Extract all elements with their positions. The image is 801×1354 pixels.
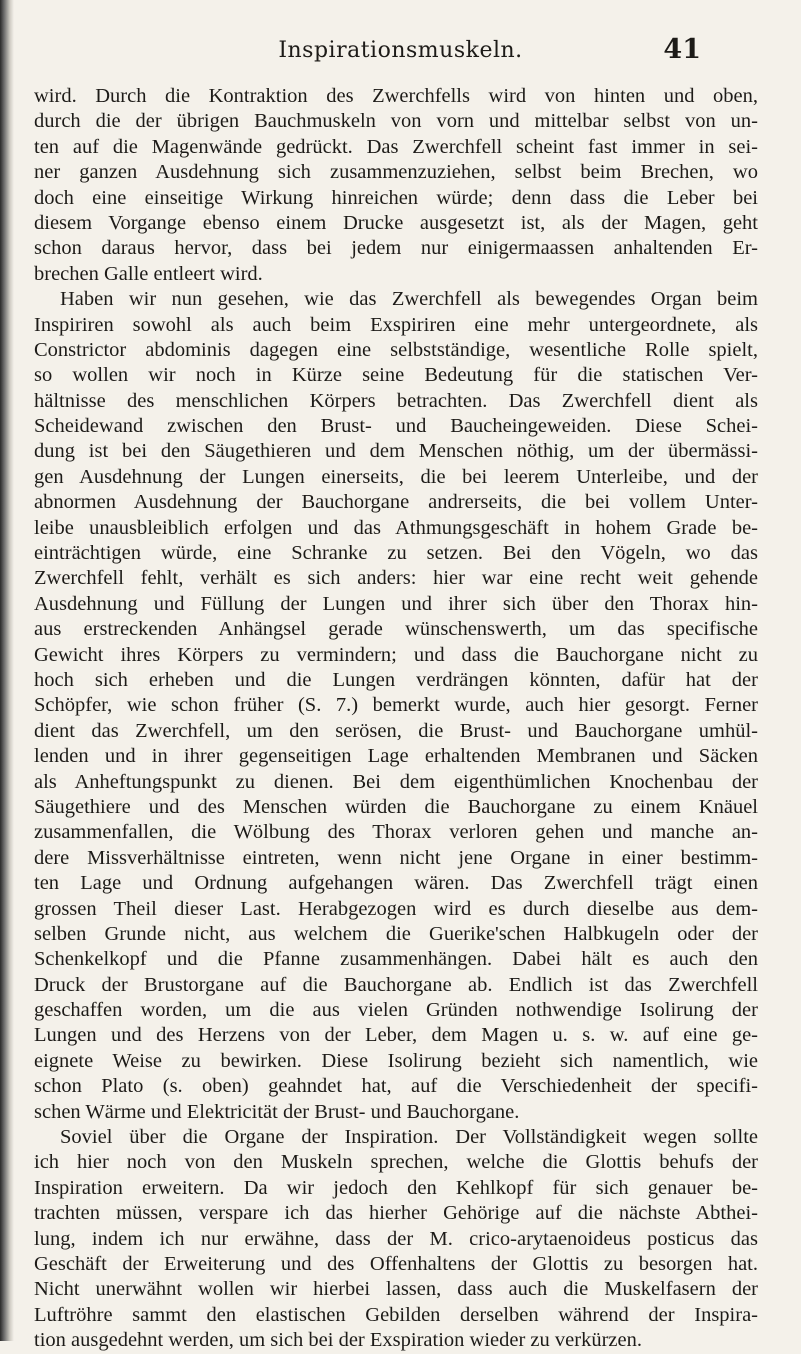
page-number: 41 xyxy=(663,34,701,65)
text-line: trachten müssen, verspare ich das hierher Gehörige auf die nächste Abthei- xyxy=(34,1202,758,1225)
text-line: Nicht unerwähnt wollen wir hierbei lassen, dass auch die Muskelfasern der xyxy=(34,1278,758,1301)
text-line: Geschäft der Erweiterung und des Offenhaltens der Glottis zu besorgen hat. xyxy=(34,1252,758,1275)
page-binding-shadow xyxy=(0,0,14,1341)
text-line: grossen Theil dieser Last. Herabgezogen wird es durch dieselbe aus dem- xyxy=(34,897,758,920)
text-line: hältnisse des menschlichen Körpers betrachten. Das Zwerchfell dient als xyxy=(34,389,758,412)
text-line: Haben wir nun gesehen, wie das Zwerchfell als bewegendes Organ beim xyxy=(60,288,758,311)
text-line: Scheidewand zwischen den Brust- und Baucheingeweiden. Diese Schei- xyxy=(34,415,758,438)
text-line: selben Grunde nicht, aus welchem die Guerike'schen Halbkugeln oder der xyxy=(34,922,758,945)
text-line: Säugethiere und des Menschen würden die Bauchorgane zu einem Knäuel xyxy=(34,795,758,818)
text-line: hoch sich erheben und die Lungen verdrängen könnten, dafür hat der xyxy=(34,668,758,691)
text-line: zusammenfallen, die Wölbung des Thorax verloren gehen und manche an- xyxy=(34,821,758,844)
text-line: dient das Zwerchfell, um den serösen, die Brust- und Bauchorgane umhül- xyxy=(34,719,758,742)
text-line: Luftröhre sammt den elastischen Gebilden derselben während der Inspira- xyxy=(34,1303,758,1326)
text-line: ten Lage und Ordnung aufgehangen wären. Das Zwerchfell trägt einen xyxy=(34,872,758,895)
text-line: schon daraus hervor, dass bei jedem nur einigermaassen anhaltenden Er- xyxy=(34,237,758,260)
text-line: schon Plato (s. oben) geahndet hat, auf die Verschiedenheit der specifi- xyxy=(34,1075,758,1098)
text-line: leibe unausbleiblich erfolgen und das Athmungsgeschäft in hohem Grade be- xyxy=(34,516,758,539)
text-line: Druck der Brustorgane auf die Bauchorgane ab. Endlich ist das Zwerchfell xyxy=(34,973,758,996)
text-line: eignete Weise zu bewirken. Diese Isolirung bezieht sich namentlich, wie xyxy=(34,1049,758,1072)
text-line: dung ist bei den Säugethieren und dem Menschen nöthig, um der übermässi- xyxy=(34,440,758,463)
text-line: tion ausgedehnt werden, um sich bei der Exspiration wieder zu verkürzen. xyxy=(34,1329,642,1352)
text-line: ich hier noch von den Muskeln sprechen, welche die Glottis behufs der xyxy=(34,1151,758,1174)
text-line: Inspiration erweitern. Da wir jedoch den Kehlkopf für sich genauer be- xyxy=(34,1176,758,1199)
text-line: Gewicht ihres Körpers zu vermindern; und dass die Bauchorgane nicht zu xyxy=(34,643,758,666)
text-line: einträchtigen würde, eine Schranke zu setzen. Bei den Vögeln, wo das xyxy=(34,542,758,565)
text-line: Constrictor abdominis dagegen eine selbstständige, wesentliche Rolle spielt, xyxy=(34,338,758,361)
running-title: Inspirationsmuskeln. xyxy=(278,38,523,63)
text-line: schen Wärme und Elektricität der Brust- und Bauchorgane. xyxy=(34,1100,520,1123)
text-line: Zwerchfell fehlt, verhält es sich anders: hier war eine recht weit gehende xyxy=(34,567,758,590)
text-line: ner ganzen Ausdehnung sich zusammenzuziehen, selbst beim Brechen, wo xyxy=(34,161,758,184)
text-line: lenden und in ihrer gegenseitigen Lage erhaltenden Membranen und Säcken xyxy=(34,745,758,768)
text-line: durch die der übrigen Bauchmuskeln von vorn und mittelbar selbst von un- xyxy=(34,110,758,133)
text-line: Schenkelkopf und die Pfanne zusammenhängen. Dabei hält es auch den xyxy=(34,948,758,971)
text-line: Soviel über die Organe der Inspiration. Der Vollständigkeit wegen sollte xyxy=(60,1126,758,1149)
page-header xyxy=(0,34,801,74)
text-line: brechen Galle entleert wird. xyxy=(34,262,263,285)
body-text xyxy=(34,84,758,1354)
text-line: dere Missverhältnisse eintreten, wenn nicht jene Organe in einer bestimm- xyxy=(34,846,758,869)
text-line: aus erstreckenden Anhängsel gerade wünschenswerth, um das specifische xyxy=(34,618,758,641)
text-line: lung, indem ich nur erwähne, dass der M. crico-arytaenoideus posticus das xyxy=(34,1227,758,1250)
text-line: doch eine einseitige Wirkung hinreichen würde; denn dass die Leber bei xyxy=(34,186,758,209)
text-line: gen Ausdehnung der Lungen einerseits, die bei leerem Unterleibe, und der xyxy=(34,465,758,488)
text-line: geschaffen worden, um die aus vielen Gründen nothwendige Isolirung der xyxy=(34,999,758,1022)
text-line: wird. Durch die Kontraktion des Zwerchfells wird von hinten und oben, xyxy=(34,85,758,107)
text-line: so wollen wir noch in Kürze seine Bedeutung für die statischen Ver- xyxy=(34,364,758,387)
text-line: als Anheftungspunkt zu dienen. Bei dem eigenthümlichen Knochenbau der xyxy=(34,770,758,793)
text-line: abnormen Ausdehnung der Bauchorgane andrerseits, die bei vollem Unter- xyxy=(34,491,758,514)
text-line: ten auf die Magenwände gedrückt. Das Zwerchfell scheint fast immer in sei- xyxy=(34,135,758,158)
text-line: Schöpfer, wie schon früher (S. 7.) bemerkt wurde, auch hier gesorgt. Ferner xyxy=(34,694,758,717)
text-line: Lungen und des Herzens von der Leber, dem Magen u. s. w. auf eine ge- xyxy=(34,1024,758,1047)
text-line: Inspiriren sowohl als auch beim Exspiriren eine mehr untergeordnete, als xyxy=(34,313,758,336)
text-line: diesem Vorgange ebenso einem Drucke ausgesetzt ist, als der Magen, geht xyxy=(34,211,758,234)
text-line: Ausdehnung und Füllung der Lungen und ihrer sich über den Thorax hin- xyxy=(34,592,758,615)
